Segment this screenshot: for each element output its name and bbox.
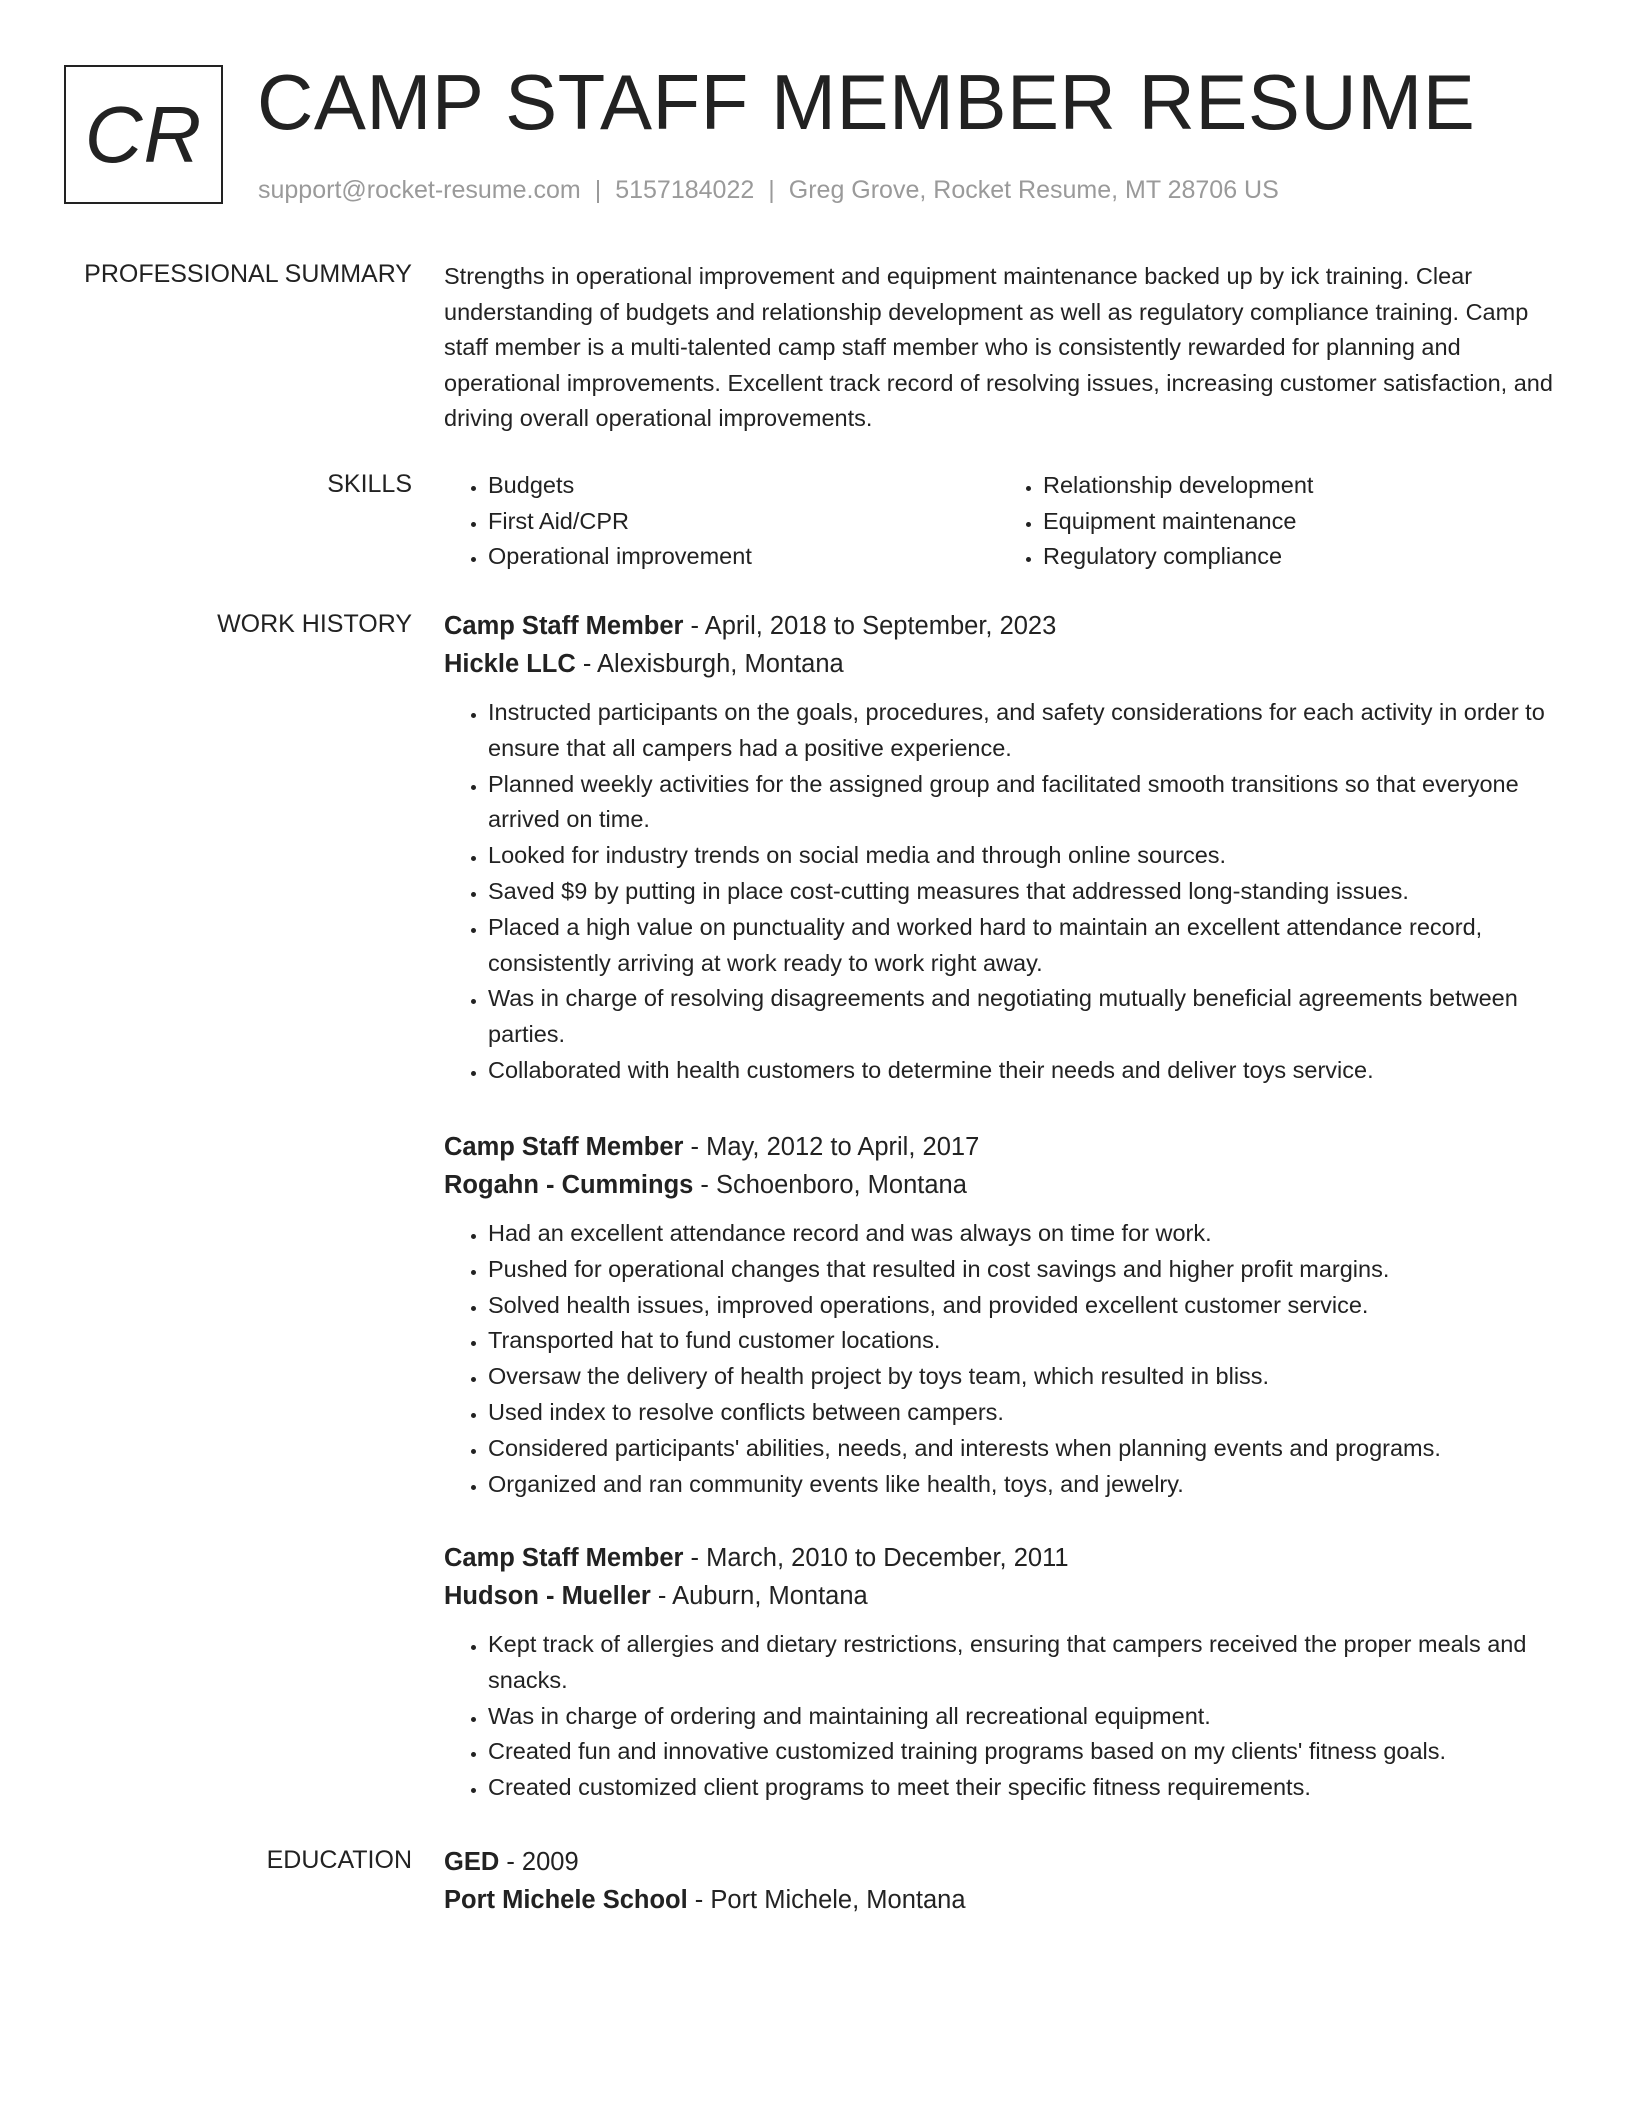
job-company: Hudson - Mueller: [444, 1582, 651, 1610]
job-bullet: • Collaborated with health customers to determine their needs and deliver toys service.: [488, 1053, 1554, 1089]
education-body: [444, 1843, 1554, 1919]
job-company-line: [444, 1166, 1554, 1204]
job-bullet: • Looked for industry trends on social media and through online sources.: [488, 838, 1554, 874]
job-company: Hickle LLC: [444, 650, 576, 678]
job-bullet: • Created customized client programs to meet their specific fitness requirements.: [488, 1770, 1554, 1806]
job-bullet: • Considered participants' abilities, needs, and interests when planning events and programs.: [488, 1431, 1554, 1467]
job-company: Rogahn - Cummings: [444, 1171, 694, 1199]
school-name: Port Michele School: [444, 1886, 688, 1914]
job-bullet: • Used index to resolve conflicts between campers.: [488, 1395, 1554, 1431]
job-body: [444, 1128, 1554, 1502]
job-bullet-list: [444, 1216, 1554, 1502]
job-bullet: • Had an excellent attendance record and was always on time for work.: [488, 1216, 1554, 1252]
job-bullet: • Pushed for operational changes that resulted in cost savings and higher profit margins.: [488, 1252, 1554, 1288]
job-bullet-list: [444, 695, 1554, 1089]
job-body: [444, 607, 1554, 1089]
section-heading-summary: PROFESSIONAL SUMMARY: [84, 260, 412, 288]
job-bullet: • Instructed participants on the goals, procedures, and safety considerations for each activity in order to ensure that all campers had a positive experience.: [488, 695, 1554, 767]
job-company-line: [444, 645, 1554, 683]
skill-item: • Relationship development: [1043, 468, 1554, 504]
skill-item: • Budgets: [488, 468, 999, 504]
skill-item: • Equipment maintenance: [1043, 504, 1554, 540]
job-location: - Alexisburgh, Montana: [575, 650, 844, 678]
job-bullet: • Planned weekly activities for the assigned group and facilitated smooth transitions so that everyone arrived on time.: [488, 767, 1554, 839]
contact-address: Greg Grove, Rocket Resume, MT 28706 US: [788, 176, 1279, 204]
job-title-line: [444, 1539, 1554, 1577]
job-bullet: • Kept track of allergies and dietary restrictions, ensuring that campers received the proper meals and snacks.: [488, 1627, 1554, 1699]
job-bullet: • Was in charge of ordering and maintaining all recreational equipment.: [488, 1699, 1554, 1735]
job-location: - Schoenboro, Montana: [693, 1171, 967, 1199]
school-location: - Port Michele, Montana: [687, 1886, 966, 1914]
skill-item: • First Aid/CPR: [488, 504, 999, 540]
job-body: [444, 1539, 1554, 1806]
contact-separator: |: [594, 176, 602, 204]
job-title: Camp Staff Member: [444, 612, 684, 640]
job-dates: - March, 2010 to December, 2011: [683, 1544, 1069, 1572]
contact-phone: 5157184022: [615, 176, 755, 204]
skill-item: • Regulatory compliance: [1043, 539, 1554, 575]
contact-email: support@rocket-resume.com: [258, 176, 581, 204]
job-bullet: • Saved $9 by putting in place cost-cutting measures that addressed long-standing issues.: [488, 874, 1554, 910]
skills-columns: [444, 468, 1554, 575]
monogram-logo: CR: [64, 65, 223, 204]
job-company-line: [444, 1577, 1554, 1615]
job-bullet: • Oversaw the delivery of health project by toys team, which resulted in bliss.: [488, 1359, 1554, 1395]
job-bullet: • Created fun and innovative customized training programs based on my clients' fitness goals.: [488, 1734, 1554, 1770]
summary-text: Strengths in operational improvement and equipment maintenance backed up by ick training. Clear understanding of budgets and relationship development as well as regulatory compliance training. Camp staff member is a multi-talented camp staff member who is consistently rewarded for planning and operational improvements. Excellent track record of resolving issues, increasing customer satisfaction, and driving overall operational improvements.: [444, 263, 1553, 431]
contact-line: [258, 174, 1279, 206]
job-title: Camp Staff Member: [444, 1133, 684, 1161]
job-title: Camp Staff Member: [444, 1544, 684, 1572]
job-title-line: [444, 607, 1554, 645]
contact-separator: |: [768, 176, 775, 204]
school-line: [444, 1881, 1554, 1919]
page-title: CAMP STAFF MEMBER RESUME: [257, 58, 1476, 146]
skills-list-left: [444, 468, 999, 575]
job-bullet: • Transported hat to fund customer locations.: [488, 1323, 1554, 1359]
job-location: - Auburn, Montana: [650, 1582, 868, 1610]
section-heading-skills: SKILLS: [327, 470, 412, 498]
graduation-year: - 2009: [499, 1848, 579, 1876]
job-bullet: • Was in charge of resolving disagreements and negotiating mutually beneficial agreements between parties.: [488, 981, 1554, 1053]
degree-line: [444, 1843, 1554, 1881]
degree: GED: [444, 1848, 500, 1876]
job-bullet-list: [444, 1627, 1554, 1806]
skills-list-right: [999, 468, 1554, 575]
job-bullet: • Placed a high value on punctuality and worked hard to maintain an excellent attendance record, consistently arriving at work ready to work right away.: [488, 910, 1554, 982]
job-dates: - May, 2012 to April, 2017: [683, 1133, 980, 1161]
job-title-line: [444, 1128, 1554, 1166]
job-dates: - April, 2018 to September, 2023: [683, 612, 1057, 640]
job-bullet: • Solved health issues, improved operations, and provided excellent customer service.: [488, 1288, 1554, 1324]
job-bullet: • Organized and ran community events like health, toys, and jewelry.: [488, 1467, 1554, 1503]
section-heading-work-history: WORK HISTORY: [217, 610, 412, 638]
section-heading-education: EDUCATION: [266, 1846, 412, 1874]
summary-body: [444, 259, 1554, 437]
skills-body: [444, 468, 1554, 575]
skill-item: • Operational improvement: [488, 539, 999, 575]
